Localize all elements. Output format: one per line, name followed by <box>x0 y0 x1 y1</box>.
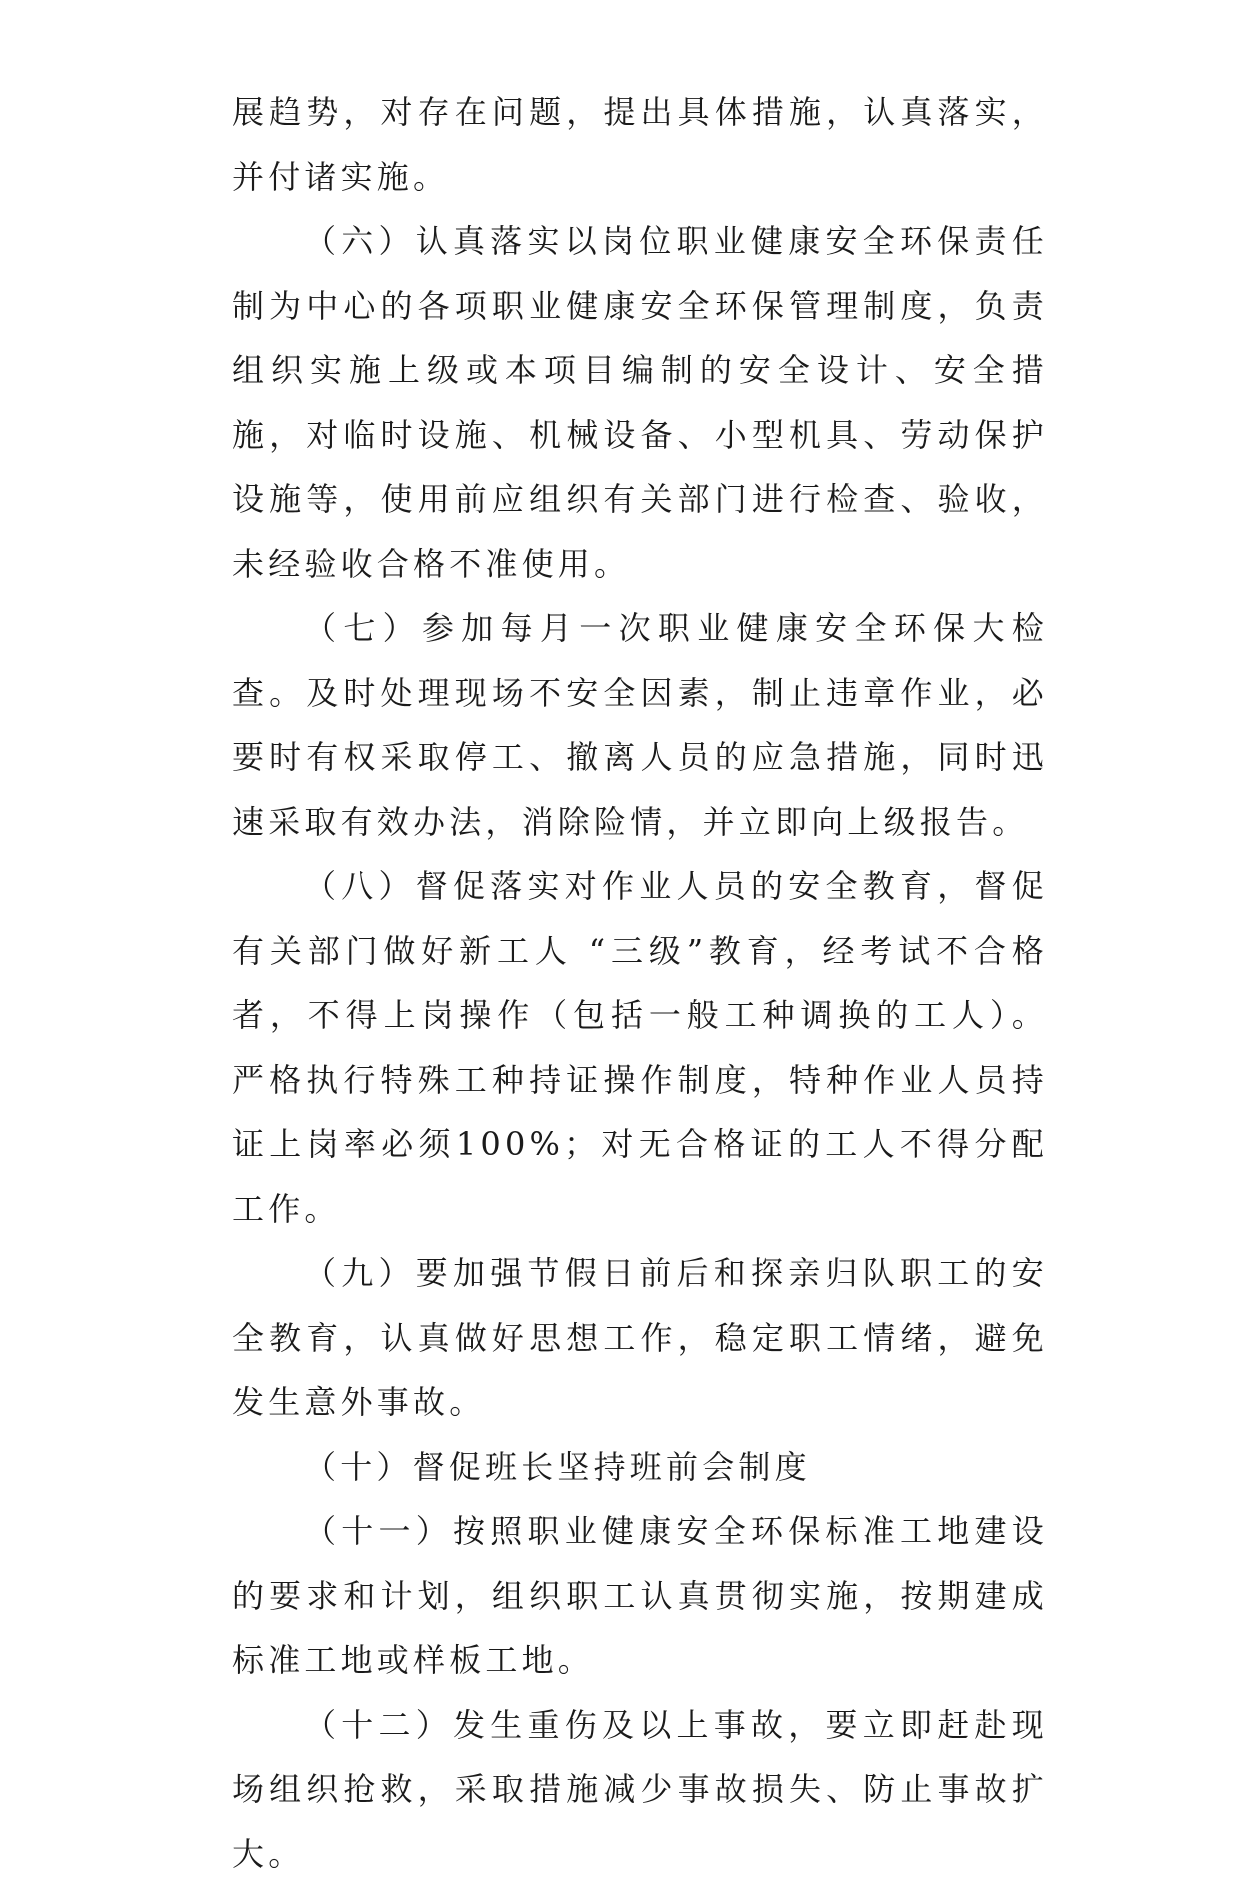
paragraph-item-6: （六）认真落实以岗位职业健康安全环保责任制为中心的各项职业健康安全环保管理制度，负责组织实施上级或本项目编制的安全设计、安全措施，对临时设施、机械设备、小型机具、劳动保护设施等，使用前应组织有关部门进行检查、验收，未经验收合格不准使用。 <box>232 209 1048 596</box>
paragraph-item-9: （九）要加强节假日前后和探亲归队职工的安全教育，认真做好思想工作，稳定职工情绪，避免发生意外事故。 <box>232 1241 1048 1435</box>
paragraph-item-8: （八）督促落实对作业人员的安全教育，督促有关部门做好新工人 “三级”教育，经考试不合格者，不得上岗操作（包括一般工种调换的工人）。严格执行特殊工种持证操作制度，特种作业人员持证上岗率必须100%；对无合格证的工人不得分配工作。 <box>232 854 1048 1241</box>
paragraph-continuation: 展趋势，对存在问题，提出具体措施，认真落实，并付诸实施。 <box>232 80 1048 209</box>
paragraph-item-12: （十二）发生重伤及以上事故，要立即赶赴现场组织抢救，采取措施减少事故损失、防止事故扩大。 <box>232 1693 1048 1886</box>
paragraph-item-11: （十一）按照职业健康安全环保标准工地建设的要求和计划，组织职工认真贯彻实施，按期建成标准工地或样板工地。 <box>232 1499 1048 1693</box>
document-body <box>232 80 1048 1886</box>
paragraph-item-7: （七）参加每月一次职业健康安全环保大检查。及时处理现场不安全因素，制止违章作业，必要时有权采取停工、撤离人员的应急措施，同时迅速采取有效办法，消除险情，并立即向上级报告。 <box>232 596 1048 854</box>
paragraph-item-10: （十）督促班长坚持班前会制度 <box>232 1435 1048 1500</box>
